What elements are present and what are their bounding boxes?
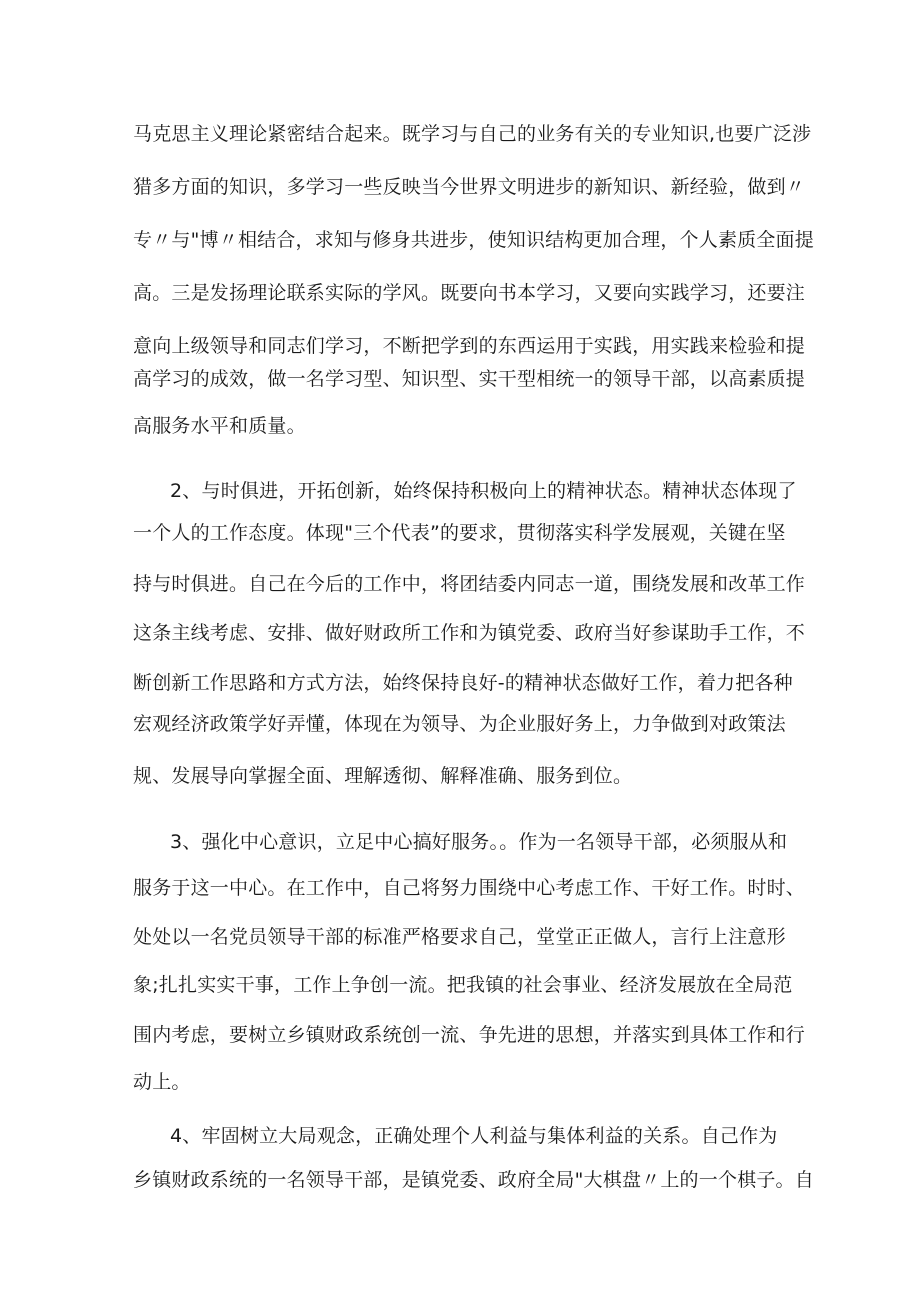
paragraph-1-line-6: 高学习的成效，做一名学习型、知识型、实干型相统一的领导干部，以高素质提 bbox=[133, 368, 806, 390]
paragraph-2-line-6: 宏观经济政策学好弄懂，体现在为领导、为企业服好务上，力争做到对政策法 bbox=[133, 713, 786, 735]
paragraph-3-line-4: 象;扎扎实实干事，工作上争创一流。把我镇的社会事业、经济发展放在全局范 bbox=[133, 974, 793, 996]
paragraph-1-line-2: 猎多方面的知识，多学习一些反映当今世界文明进步的新知识、新经验，做到〃 bbox=[133, 176, 806, 198]
paragraph-1-line-5: 意向上级领导和同志们学习，不断把学到的东西运用于实践，用实践来检验和提 bbox=[133, 335, 806, 357]
paragraph-1-line-3: 专〃与"博〃相结合，求知与修身共进步，使知识结构更加合理，个人素质全面提 bbox=[133, 229, 814, 251]
paragraph-3-line-6: 动上。 bbox=[133, 1071, 191, 1093]
paragraph-3-line-2: 服务于这一中心。在工作中，自己将努力围绕中心考虑工作、干好工作。时时、 bbox=[133, 877, 806, 899]
paragraph-2-line-4: 这条主线考虑、安排、做好财政所工作和为镇党委、政府当好参谋助手工作，不 bbox=[133, 622, 806, 644]
paragraph-3-line-3: 处处以一名党员领导干部的标准严格要求自己，堂堂正正做人，言行上注意形 bbox=[133, 926, 786, 948]
paragraph-3-line-5: 围内考虑，要树立乡镇财政系统创一流、争先进的思想，并落实到具体工作和行 bbox=[133, 1024, 806, 1046]
paragraph-2-line-2: 一个人的工作态度。体现"三个代表”的要求，贯彻落实科学发展观，关键在坚 bbox=[133, 522, 786, 544]
paragraph-1-line-4: 高。三是发扬理论联系实际的学风。既要向书本学习，又要向实践学习，还要注 bbox=[133, 282, 806, 304]
paragraph-1-line-1: 马克思主义理论紧密结合起来。既学习与自己的业务有关的专业知识,也要广泛涉 bbox=[133, 123, 812, 145]
paragraph-2-line-7: 规、发展导向掌握全面、理解透彻、解释准确、服务到位。 bbox=[133, 765, 633, 787]
paragraph-1-line-7: 高服务水平和质量。 bbox=[133, 415, 306, 437]
paragraph-3-line-1: 3、强化中心意识，立足中心搞好服务。。作为一名领导干部，必须服从和 bbox=[170, 831, 788, 853]
paragraph-2-line-5: 断创新工作思路和方式方法，始终保持良好-的精神状态做好工作，着力把各种 bbox=[133, 672, 793, 694]
paragraph-2-line-3: 持与时俱进。自己在今后的工作中，将团结委内同志一道，围绕发展和改革工作 bbox=[133, 573, 806, 595]
paragraph-2-line-1: 2、与时俱进，开拓创新，始终保持积极向上的精神状态。精神状态体现了 bbox=[170, 480, 797, 502]
paragraph-4-line-1: 4、牢固树立大局观念，正确处理个人利益与集体利益的关系。自己作为 bbox=[170, 1125, 778, 1147]
paragraph-4-line-2: 乡镇财政系统的一名领导干部，是镇党委、政府全局"大棋盘〃上的一个棋子。自 bbox=[133, 1169, 814, 1191]
